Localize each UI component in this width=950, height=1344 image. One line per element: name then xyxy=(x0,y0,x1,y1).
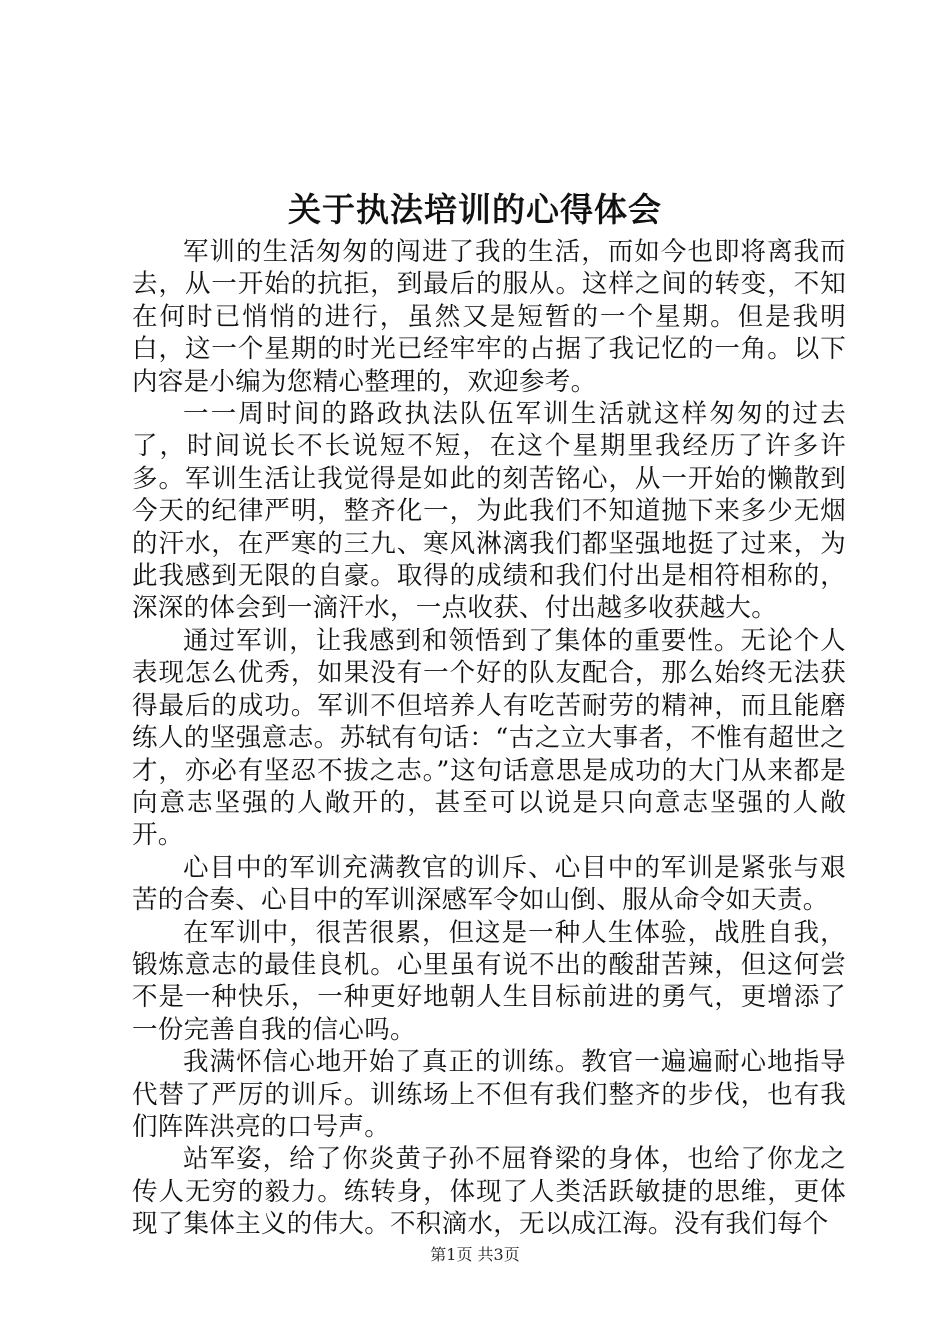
paragraph-2: 一一周时间的路政执法队伍军训生活就这样匆匆的过去了，时间说长不长说短不短，在这个星期里我经历了许多许多。军训生活让我觉得是如此的刻苦铭心，从一开始的懒散到今天的纪律严明，整齐化一，为此我们不知道抛下来多少无烟的汗水，在严寒的三九、寒风淋漓我们都坚强地挺了过来，为此我感到无限的自豪。取得的成绩和我们付出是相符相称的，深深的体会到一滴汗水，一点收获、付出越多收获越大。 xyxy=(132,399,846,624)
paragraph-1: 军训的生活匆匆的闯进了我的生活，而如今也即将离我而去，从一开始的抗拒，到最后的服从。这样之间的转变，不知在何时已悄悄的进行，虽然又是短暂的一个星期。但是我明白，这一个星期的时光已经牢牢的占据了我记忆的一角。以下内容是小编为您精心整理的，欢迎参考。 xyxy=(132,237,846,397)
paragraph-4: 心目中的军训充满教官的训斥、心目中的军训是紧张与艰苦的合奏、心目中的军训深感军令如山倒、服从命令如天责。 xyxy=(132,852,846,916)
document-title: 关于执法培训的心得体会 xyxy=(288,190,662,229)
page-footer: 第1页 共3页 xyxy=(430,1245,520,1264)
document-body xyxy=(132,236,846,1241)
paragraph-5: 在军训中，很苦很累，但这是一种人生体验，战胜自我，锻炼意志的最佳良机。心里虽有说不出的酸甜苦辣，但这何尝不是一种快乐，一种更好地朝人生目标前进的勇气，更增添了一份完善自我的信心吗。 xyxy=(132,917,846,1045)
paragraph-7: 站军姿，给了你炎黄子孙不屈脊梁的身体，也给了你龙之传人无穷的毅力。练转身，体现了人类活跃敏捷的思维，更体现了集体主义的伟大。不积滴水，无以成江海。没有我们每个 xyxy=(132,1144,846,1240)
paragraph-3: 通过军训，让我感到和领悟到了集体的重要性。无论个人表现怎么优秀，如果没有一个好的队友配合，那么始终无法获得最后的成功。军训不但培养人有吃苦耐劳的精神，而且能磨练人的坚强意志。苏轼有句话：“古之立大事者，不惟有超世之才，亦必有坚忍不拔之志。”这句话意思是成功的大门从来都是向意志坚强的人敞开的，甚至可以说是只向意志坚强的人敞开。 xyxy=(132,625,846,851)
paragraph-6: 我满怀信心地开始了真正的训练。教官一遍遍耐心地指导代替了严厉的训斥。训练场上不但有我们整齐的步伐，也有我们阵阵洪亮的口号声。 xyxy=(132,1047,846,1142)
